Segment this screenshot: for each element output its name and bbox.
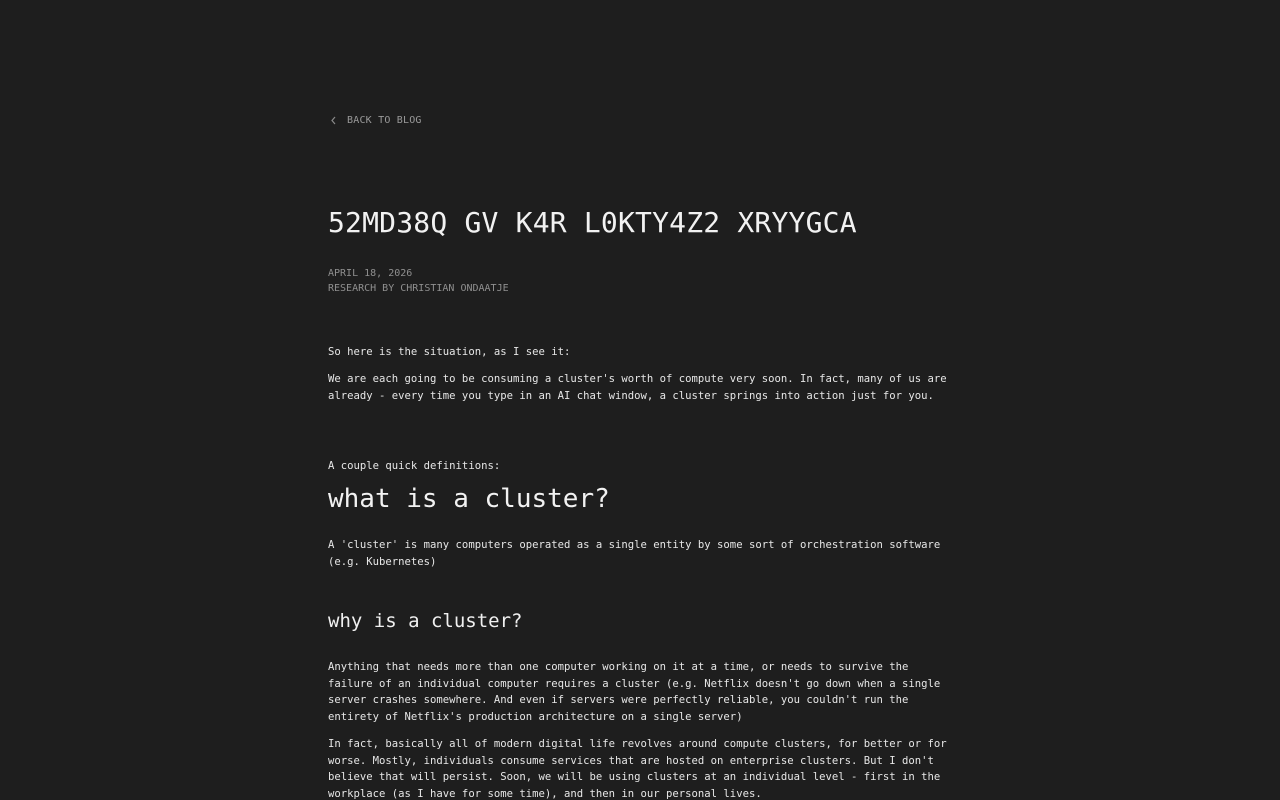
heading-why-is-a-cluster: why is a cluster? <box>328 610 523 632</box>
post-title: 52MD38Q GV K4R L0KTY4Z2 XRYYGCA <box>328 206 857 239</box>
chevron-left-icon <box>328 113 339 127</box>
post-meta <box>328 266 509 296</box>
paragraph-definitions: A couple quick definitions: <box>328 460 501 472</box>
paragraph-modern-digital-life: In fact, basically all of modern digital life revolves around compute clusters, for better or for worse. Mostly, individuals consume services that are hosted on enterprise clusters. But I don't believe that will persist. Soon, we will be using clusters at an individual level - first in the workplace (as I have for some time), and then in our personal lives. <box>328 738 947 800</box>
paragraph-cluster-compute: We are each going to be consuming a cluster's worth of compute very soon. In fact, many of us are already - every time you type in an AI chat window, a cluster springs into action just for you. <box>328 373 947 402</box>
back-to-blog-label: BACK TO BLOG <box>347 114 422 126</box>
post-byline: RESEARCH BY CHRISTIAN ONDAATJE <box>328 283 509 294</box>
paragraph-cluster-definition: A 'cluster' is many computers operated as a single entity by some sort of orchestration software (e.g. Kubernetes) <box>328 539 941 568</box>
heading-what-is-a-cluster: what is a cluster? <box>328 484 610 514</box>
paragraph-intro: So here is the situation, as I see it: <box>328 346 571 358</box>
paragraph-why-cluster: Anything that needs more than one computer working on it at a time, or needs to survive the failure of an individual computer requires a cluster (e.g. Netflix doesn't go down when a single server crashes somewhere. And even if servers were perfectly reliable, you couldn't run the entirety of Netflix's production architecture on a single server) <box>328 661 941 724</box>
back-to-blog-link[interactable] <box>328 113 422 127</box>
post-date: APRIL 18, 2026 <box>328 268 413 279</box>
